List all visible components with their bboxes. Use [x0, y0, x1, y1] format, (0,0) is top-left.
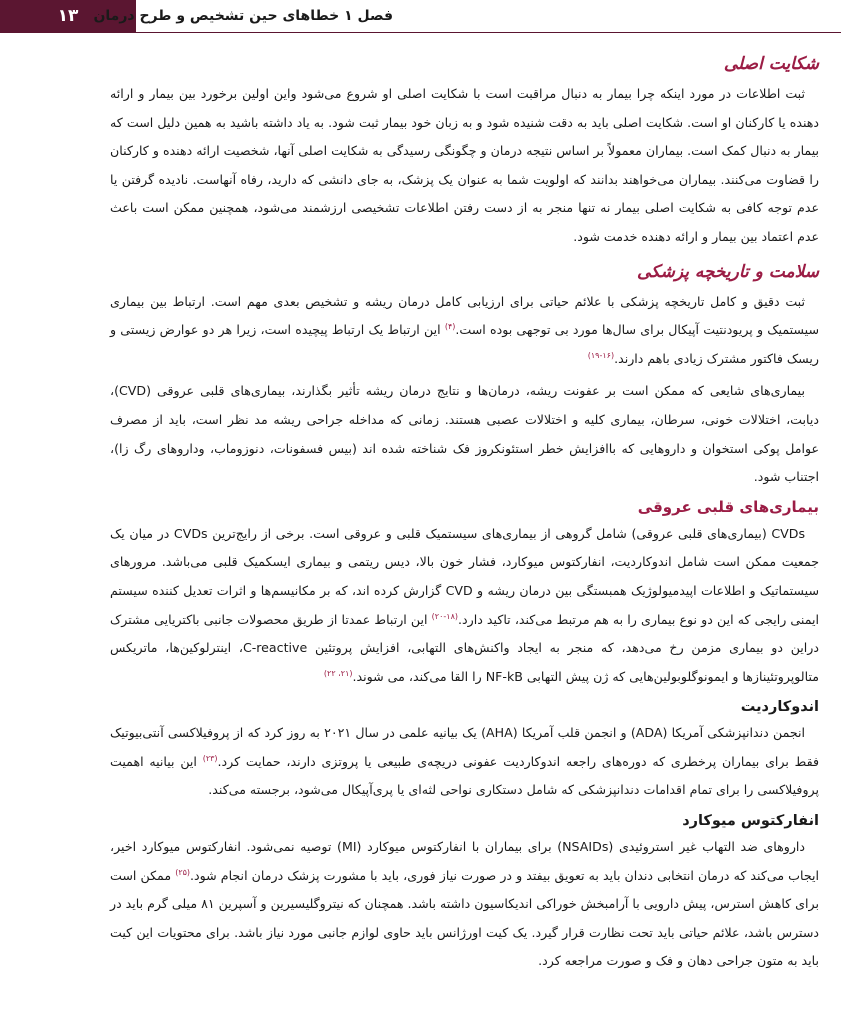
paragraph-mi [110, 833, 819, 976]
reference-citation: (۱۸-۲۰) [431, 611, 458, 621]
text-run: این ارتباط عمدتا از طریق محصولات جانبی باکتریایی مشترک دراین دو بیماری مزمن رخ می‌دهد، که منجر به ایجاد واکنش‌های التهابی، افزایش پروتئین C-reactive، اینترلوکین‌ها، ماتریکس متالوپروتئینازها و ایمونوگلوبولین‌هایی که ژن پیش التهابی NF-kB را القا می‌کند، می شوند. [110, 611, 819, 684]
text-run: داروهای ضد التهاب غیر استروئیدی (NSAIDs) برای بیماران با انفارکتوس میوکارد (MI) توصیه نمی‌شود. انفارکتوس میوکارد اخیر، ایجاب می‌کند که درمان انتخابی دندان باید به تعویق بیفتد و در صورت نیاز فوری، باید با مشورت پزشک درمان انجام شود. [110, 839, 820, 883]
subsection-title-endocarditis: اندوکاردیت [740, 699, 819, 716]
text-run: ثبت دقیق و کامل تاریخچه پزشکی با علائم حیاتی برای ارزیابی کامل درمان ریشه و تشخیص بعدی مهم است. ارتباط بین بیماری سیستمیک و پریودنتیت آپیکال برای سال‌ها مورد بی توجهی بوده است. [110, 293, 820, 338]
paragraph-health-history-1 [110, 288, 819, 374]
text-run: انجمن دندانپزشکی آمریکا (ADA) و انجمن قلب آمریکا (AHA) یک بیانیه علمی در سال ۲۰۲۱ به روز کرد که از پروفیلاکسی آنتی‌بیوتیک فقط برای بیماران پرخطری که دوره‌های راجعه اندوکاردیت عفونی دریچه‌ی طبیعی یا پروتزی دارند، حمایت کرد. [110, 725, 819, 769]
text-run: این ارتباط یک ارتباط پیچیده است، زیرا هر دو عوارض زیستی و ریسک فاکتور مشترک زیادی باهم دارند. [110, 322, 819, 366]
chapter-title: فصل ۱ خطاهای حین تشخیص و طرح درمان [93, 8, 393, 24]
section-title-chief-complaint: شکایت اصلی [723, 54, 819, 74]
reference-citation: (۱۶-۱۹) [587, 350, 615, 360]
section-title-health-history: سلامت و تاریخچه پزشکی [637, 261, 819, 282]
reference-citation: (۴) [444, 321, 456, 331]
subsection-title-cvd: بیماری‌های قلبی عروقی [637, 497, 819, 516]
text-run: این بیانیه اهمیت پروفیلاکسی را برای تمام اقدامات دندانپزشکی که شامل دستکاری نواحی لثه‌ای یا پری‌آپیکال می‌شود، برجسته می‌کند. [110, 753, 819, 798]
paragraph-chief-complaint: ثبت اطلاعات در مورد اینکه چرا بیمار به دنبال مراقبت است با شکایت اصلی او شروع می‌شود واین اولین برخورد بین بیمار و ارائه دهنده یا کارکنان او است. شکایت اصلی باید به دقت شنیده شود و به زبان خود بیمار ثبت شود. به یاد داشته باشید به همین دلیل است که بیمار به دنبال کمک است. بیماران معمولاً بر اساس نتیجه درمان و چگونگی رسیدگی به شکایت اصلی آنها، شخصیت ارائه دهنده و کارکنان را قضاوت می‌کنند. بیماران می‌خواهند بدانند که اولویت شما به عنوان یک پزشک، به جای دانشی که دارید، رفاه آنهاست. نادیده گرفتن یا عدم توجه کافی به شکایت اصلی بیمار نه تنها منجر به از دست رفتن اطلاعات تشخیصی ارزشمند می‌شود، همچنین ممکن است باعث عدم اعتماد بین بیمار و ارائه دهنده خدمت شود. [110, 86, 819, 244]
reference-citation: (۲۳) [202, 753, 218, 763]
paragraph-cvd [110, 520, 819, 692]
text-run: CVDs (بیماری‌های قلبی عروقی) شامل گروهی از بیماری‌های سیستمیک قلبی و عروقی است. برخی از رایج‌ترین CVDs در میان یک جمعیت ممکن است شامل اندوکاردیت، انفارکتوس میوکارد، فشار خون بالا، دیس ریتمی و بیماری ایسکمیک قلبی می‌باشد. مرورهای سیستماتیک و اطلاعات اپیدمیولوژیک همبستگی بین درمان ریشه و CVD گزارش کرده اند، که بر مکانیسم‌ها و اثرات تعدیل کننده سیستم ایمنی رایجی که این دو نوع بیماری را به هم مرتبط می‌کند، تاکید دارد. [110, 525, 820, 627]
reference-citation: (۲۵) [175, 867, 191, 877]
page-header [0, 0, 841, 33]
reference-citation: (۲۱، ۲۲) [323, 668, 353, 678]
page-body [110, 44, 819, 980]
paragraph-endocarditis [110, 719, 819, 805]
subsection-title-mi: انفارکتوس میوکارد [682, 813, 819, 830]
page-number: ۱۳ [0, 0, 136, 32]
text-run: ممکن است برای کاهش استرس، پیش دارویی با آرامبخش خوراکی اندیکاسیون داشته باشد. همچنان که نیتروگلیسیرین و آسپرین ۸۱ میلی گرم باید در دسترس باشد، علائم حیاتی باید تحت نظارت قرار گیرد. یک کیت اورژانس باید حاوی لوازم جانبی مورد نیاز باشد. برای محتویات این کیت باید به متون جراحی دهان و فک و صورت مراجعه کرد. [109, 867, 819, 969]
paragraph-health-history-2: بیماری‌های شایعی که ممکن است بر عفونت ریشه، درمان‌ها و نتایج درمان ریشه تأثیر بگذارند، بیماری‌های قلبی عروقی (CVD)، دیابت، اختلالات خونی، سرطان، بیماری کلیه و اختلالات عصبی هستند. زمانی که مداخله جراحی ریشه مد نظر است، باید از مصرف عوامل پوکی استخوان و داروهایی که باافزایش خطر استئونکروز فک شناخته شده اند (بیس فسفونات، دنوزوماب، وداروهای رگ زا)، اجتناب شود. [110, 383, 819, 485]
